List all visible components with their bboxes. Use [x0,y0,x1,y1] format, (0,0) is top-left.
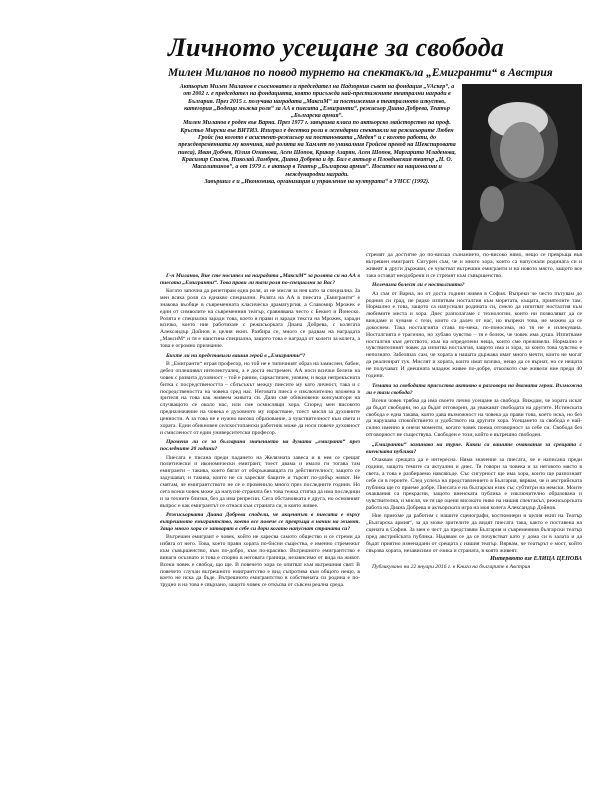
left-column [160,270,360,591]
interviewer-signature: Интервюто взе ЕЛИЦА ЦЕНОВА [490,555,582,562]
article-title: Личното усещане за свобода [168,33,505,62]
question-4: Режисьорката Диана Добрева сподели, че акцентът в пиесата е върху вътрешното емигрантство, което все повече се превръща в начин на живот. Защо много хора се затварят в себе си дори когато напуснат страната си? [160,512,360,533]
answer-1: Когато започна да репетирам една роля, аз не мисля за нея като за специална. За мен всяка роля са еднакво специални. Ролята на АА в пиесата „Емигранти“ е знакова въобще в съвременната класическа драматургия, а Славомир Мрожек е един от символите на съвременния театър, сравнявана често с Беккет и Йонеско. Ролята е специална заради това, което я прави и заради текста на Мрожек, заради всичко, което ние работихме с режисьорката Диана Добрева, с колегата Александър Дойнов и целия екип. Разбира се, много се радвам на наградата „МаксиМ“ и тя е наистина специална, защото това е награда от колеги за колега, а това е огромно признание. [160,288,360,349]
right-column [366,252,582,573]
answer-2: В „Емигранти“ играя професор, но той не е типичният образ на замислен, бабен, дебел оплешивял интелектуалец, а е доста екстремен. АА носи всички белези на човек с развита духовност – той е раним, саркастичен, уязвим, и води непрекъсната битка с посредствеността – сблъсъкът между пиесите му като личност, така и с посредствеността на човека сред нас. Неговата пиеса е изключително вложена в зрителя на това как живеем живота си. Дали сме обикновени консуматори на случващото се около нас, или сме осмислящи хора. Според мен високото предназначение на човека е духовното му израстване, тоест мисля за духовните ценности. А за това не е нужно високо образование, а чувствителност към света и хората. Един обикновен селскостопански работник може да носи повече духовност и смисленост от един университетски професор. [160,361,360,436]
answer-7: Очаквам срещата да е интересна. Няма значение за пиесата, че е написана преди години, защото темите са актуални и днес. Тя говори за човека и за неговото място в света, а това е разбираемо навсякъде. Със сигурност ще има хора, които ще разпознаят себе си в героите. След успеха на представлението в България, вярвам, че и австрийската публика ще го приеме добре. Пиесата е на български език със субтитри на немски. Моите очаквания са прекрасни, защото виенската публика е изключително образована и чувствителна, и мисля, че тя ще оцени високото ниво на нашия спектакъл, режисьорската работа на Диана Добрева и актьорската игра на моя колега Александър Дойнов. [366,457,582,512]
answer-4: Вътрешен емигрант е човек, който не харесва самото общество и се стреми да избяга от него. Това, което прави хората по-бисни същества, е именно стремежът към съвършенство, към по-добро, към по-красиво. Вътрешното емигрантство е винаги осъзнато и това е спорно в неговата граница, независимо от вида на живот. Всеки човек е свобод, що ще. В повечето хора се опитват към вътрешния свят. В повечето случаи вътрешното емигрантство е вид съпротива към общото нещо, в което не иска да бъде. Вътрешното емигрантство в собствената си родина е по-трудно и на това е свързано, защото човек се откъсва от съвсем реална среда. [160,534,360,589]
answer-6: Всеки човек трябва да има своето лично усещане за свобода. Виждам, че хората искат да бъдат свободни, но да бъдат отговорни, да уважават свободата на другите. Истинската свобода е една такава, която дава възможност на човека да прави това, което иска, но без да нарушава спокойствието и удобството на другите хора. Усещането за свобода е най-силно именно в онези моменти, когато човек поема отговорност за себе си. Свобода без отговорност не съществува. Свободен е този, който е вътрешно свободен. [366,397,582,439]
article-subtitle: Милен Миланов по повод турнето на спектакъла „Емигранти“ в Австрия [168,67,553,79]
answer-5: Аз съм от Варна, но от доста години живея в София. Въпреки че често пътувам до родния си град, не рядко изпитвам носталгия към моретата, къщата, приятелите там. Нормално е това, защото са напуснали родината си, смело да изпитват носталгия към любимите места и хора. Днес разполагаме с технологии, които ни позволяват да се виждаме и чуваме с тези, които са далеч от нас, но въпреки това, не можем да се докоснем. Така носталгията става по-мека, по-поносима, но тя не е излекувана. Носталгията е трагично, но хубаво чувство – тя е бележ, че човек има душа. Изпитваме носталгия към детството, към на определени неща, които сме преживели. Нормално е чувствителният човек да изпитва носталгия, защото има и хора, за които това чувство е непознато. Забелязах сам, че хората в нашата държава имат много мечти, които не могат да реализират тук. Мислят и хората, които имат всичко, нещо да се върнат, но се нещата не получават. И днешната младеж живее по-добре, отколкото сме живели ние преди 40 години. [366,290,582,379]
portrait-photo [462,84,582,250]
intro-paragraph: Завършил е и „Икономика, организация и управление на културата“ в УНСС (1992). [204,178,430,185]
question-5: Нелечима болест ли е носталгията? [372,282,465,289]
question-7: „Емигранти“ заминава на турне. Какви са вашите очаквания за срещата с виенската публика? [366,441,582,455]
portrait-image [462,84,582,250]
question-2: Бихте ли ни представили вашия герой в „Емигранти“? [166,352,306,359]
question-6: Темата за свободата присъства активно в разговора на двамата герои. Възможна ли е тази свобода? [366,382,582,396]
publication-note: Публикувано на 22 януари 2016 г. в Книга на българите в Австрия [372,564,531,571]
intro-paragraph: Милен Миланов е роден във Варна. През 1977 г. завършва класа по актьорско майсторство на проф. Кръстьо Мирски във ВИТИЗ. Изиграл е десетки роли в легендарни спектакли на режисьорите Любен Гройс (на когото е асистент-режисьор на постановката „Медея“ и с когото работи, до преждевременната му кончина, над ролята на Хамлет по уникалния Гройсов превод на Шекспировата пиеса), Иван Добчев, Юлия Огнянова, Асен Шопов, Крикор Азарян, Асен Шопов, Маргарита Младенова, Красимир Спасов, Николай Ламбрев, Диана Добрева и др. Бил е актьор в Пловдивския театър „Н. О. Масалитинов“, а от 1979 г. е актьор в Театър „Българска армия“. Носител на национални и международни награди. [177,120,457,178]
question-3: Променя ли се за българина значението на думата „емигрант“ през последните 20 години? [160,439,360,453]
answer-7b: Ние приехме да работим с нашите сценографи, костюмиери и целия екип на Театър „Българска армия“, за да може зрителите да видят пиесата така, както е поставена на сцената в София. За мен е чест да представям България и съвременния български театър пред австрийската публика. Надявам се да се почувстват като у дома си в залата и да бъдат приятно изненадани от срещата с нашия театър. Вярвам, че театърът е мост, който свързва хората, независимо от езика и страната, в която живеят. [366,513,582,554]
intro-paragraph: Актьорът Милен Миланов е съосновател и председател на Надзорния съвет на фондация „VAскер“, а от 2002 г. е председател на фондацията, която присъжда най-престижните театрални награди в България. През 2015 г. получава наградата „МаксиМ“ за постижения в театралното изкуство, категория „Водеща мъжка роля“ за АА в пиесата „Емигранти“, режисьор Диана Добрева, Театър „Българска армия“. [179,84,455,120]
answer-4-continued: стремят да достигне до по-висша съзнанието, по-високо нямо, нещо се превръща във вътрешен емигрант. Сигурен съм, че и много хора, които са напуснали родината си и живеят в други държави, се чувстват вътрешни емигранти и на новото място, защото все така остават неодобрени и се стремят към съвършенство. [366,252,582,279]
question-1: Г-н Миланов, Вие сте носител на наградата „МаксиМ“ за ролята си на АА в пиесата „Емигранти“. Това прави ли тази роля по-специална за Вас? [160,273,360,286]
answer-3: Пиесата е писана преди падането на Желязната завеса и в нея се срещат политически и икономически емигрант, тоест двама и имало ги тогава там емигранти – такива, които бягат от обкръжаващата ги действителност, защото се задушават, и такива, които не са харесват бащите и търсят по-добър живот. Не смятам, че емигрантството не се е променило много през последните години. Но сега всеки човек може да напусне страната без това тежка стигма да има последици и за техните близки, без да има репресии. Сега обстановката е друга, но основният въпрос е как емигрантът се отнася към страната си, в която живее. [160,454,360,509]
article-intro [176,84,458,186]
